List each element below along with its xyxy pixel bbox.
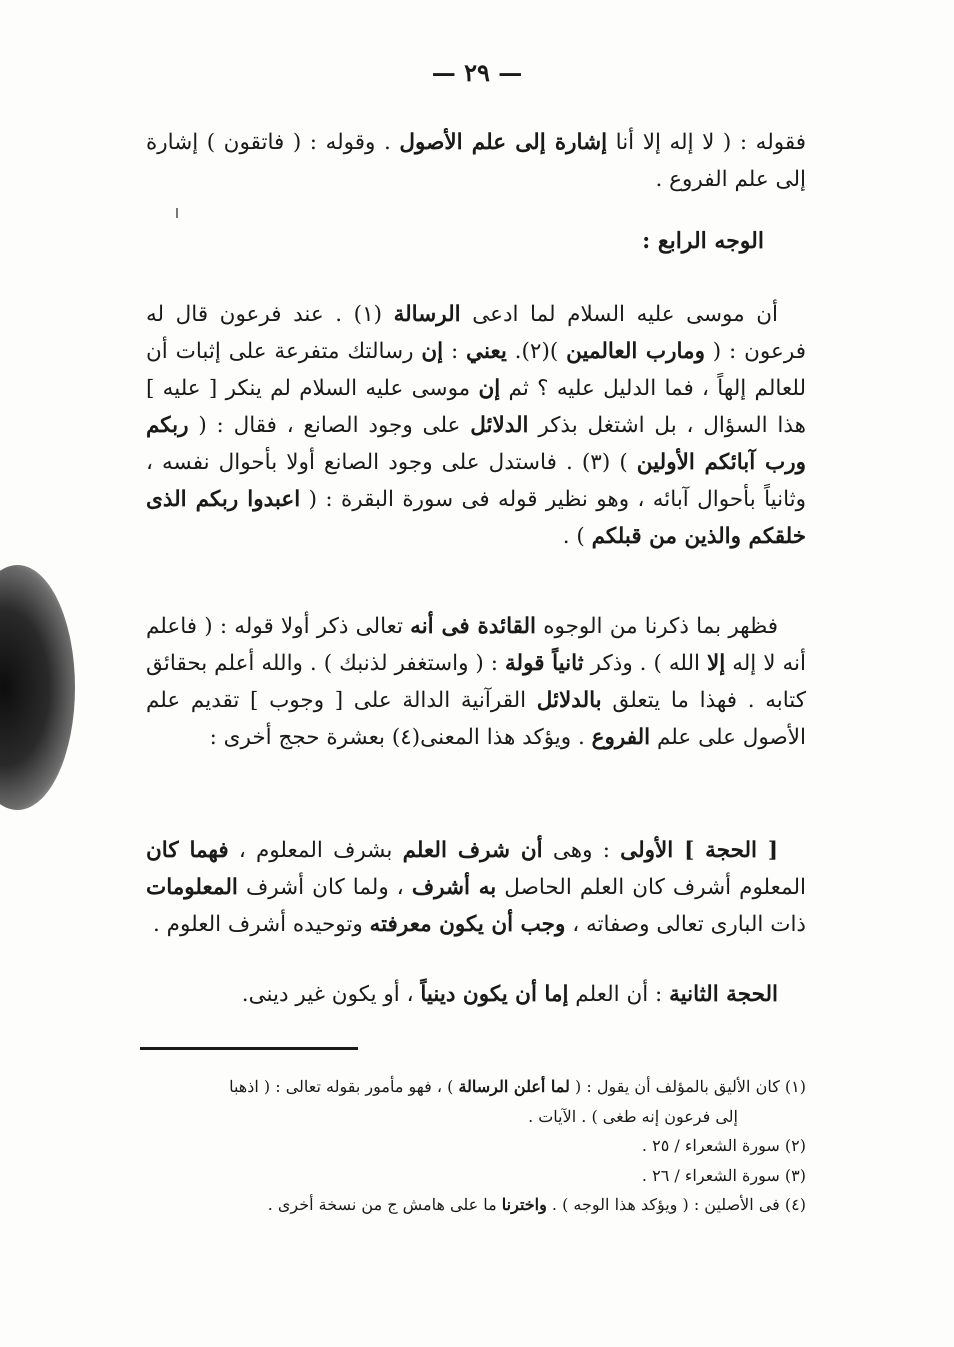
page-number: — ٢٩ —	[431, 58, 523, 87]
p2-bold: الفروع	[591, 725, 651, 750]
p1-text: (١) . عند فرعون قال له فرعون : (	[146, 302, 806, 364]
fn1-text: ) ، فهو مأمور بقوله تعالى : ( اذهبا	[229, 1077, 459, 1096]
p2-bold: القائدة فى أنه	[410, 614, 537, 639]
p2-bold: إلا	[707, 651, 726, 676]
footnote-1	[146, 1072, 806, 1102]
p1-bold: إن	[421, 339, 444, 364]
p2-bold: ثانياً قولة	[505, 651, 584, 676]
p2-text: . ويؤكد هذا المعنى(٤) بعشرة حجج أخرى :	[209, 725, 592, 750]
footnote-4	[146, 1190, 806, 1220]
p1-bold: يعني	[466, 339, 507, 364]
footnote-divider	[140, 1047, 358, 1050]
p1-text: رسالتك متفرعة على إثبات أن للعالم إلهاً ، فما الدليل عليه ؟ ثم	[146, 339, 806, 401]
p3-text: ذات البارى تعالى وصفاته ،	[565, 912, 806, 937]
fn4-text: (٤) فى الأصلين : ( ويؤكد هذا الوجه ) .	[546, 1195, 806, 1214]
fn1-text: (١) كان الأليق بالمؤلف أن يقول : (	[569, 1077, 806, 1096]
p1-bold: الرسالة	[393, 302, 461, 327]
p3-bold: [ الحجة ] الأولى	[620, 838, 779, 863]
footnote-2: (٢) سورة الشعراء / ٢٥ .	[641, 1136, 806, 1155]
footnotes	[146, 1072, 806, 1220]
p1-text: موسى عليه السلام لم ينكر [ عليه ] هذا السؤال ، بل اشتغل بذكر	[146, 376, 807, 438]
p3-bold: أن شرف العلم	[402, 838, 543, 863]
p1-text: ) (٣) . فاستدل على وجود الصانع أولا بأحوال نفسه ، وثانياً بأحوال آبائه ، وهو نظير قوله فى سورة البقرة : (	[146, 450, 807, 512]
fn4-bold: واخترنا	[501, 1195, 547, 1214]
p3-text: ، ولما كان أشرف	[237, 875, 412, 900]
fn1-bold: لما أعلن الرسالة	[458, 1077, 570, 1096]
intro-bold-usul: إشارة إلى علم الأصول	[399, 130, 608, 155]
p4-text: ، أو يكون غير دينى.	[241, 982, 421, 1007]
p1-bold: الدلائل	[470, 413, 529, 438]
p2-text: تعالى ذكر أولا قوله : ( فاعلم أنه لا إله	[146, 614, 806, 676]
p2-text: فظهر بما ذكرنا من الوجوه	[536, 614, 779, 639]
p3-bold: فهما كان	[146, 838, 229, 863]
p1-text: )(٢).	[506, 339, 567, 364]
p3-text: : وهى	[542, 838, 621, 863]
p1-text: أن موسى عليه السلام لما ادعى	[460, 302, 778, 327]
paragraph-conclusion	[146, 608, 806, 756]
paragraph-second-argument	[146, 976, 806, 1013]
p3-bold: به أشرف	[411, 875, 497, 900]
p1-bold: ومارب العالمين	[566, 339, 705, 364]
p1-bold: اعبدوا ربكم الذى خلقكم والذين من قبلكم	[146, 487, 806, 549]
intro-paragraph	[146, 124, 806, 198]
p2-bold: بالدلائل	[536, 688, 602, 713]
p3-text: المعلوم أشرف كان العلم الحاصل	[496, 875, 807, 900]
intro-text-2: . وقوله : ( فاتقون )	[198, 130, 400, 155]
p3-text: وتوحيده أشرف العلوم .	[153, 912, 370, 937]
scan-speck	[176, 208, 178, 218]
scan-edge-shadow	[0, 565, 75, 810]
p3-bold: وجب أن يكون معرفته	[369, 912, 566, 937]
p2-text: الله ) . وذكر	[583, 651, 707, 676]
p4-text: : أن العلم	[568, 982, 670, 1007]
p4-bold: الحجة الثانية	[669, 982, 778, 1007]
p2-text: : ( واستغفر لذنبك ) . والله أعلم بحقائق كتابه . فهذا ما يتعلق	[146, 651, 806, 713]
p3-text: بشرف المعلوم ،	[228, 838, 403, 863]
footnote-1-continuation: إلى فرعون إنه طغى ) . الآيات .	[528, 1106, 738, 1126]
footnote-3: (٣) سورة الشعراء / ٢٦ .	[641, 1165, 806, 1185]
p1-text: ) .	[562, 524, 592, 549]
intro-text: فقوله : ( لا إله إلا أنا	[607, 130, 807, 155]
p3-bold: المعلومات	[146, 875, 238, 900]
paragraph-fourth-aspect	[146, 296, 806, 555]
p1-bold: ربكم ورب آبائكم الأولين	[146, 413, 806, 475]
p1-text: على وجود الصانع ، فقال : (	[188, 413, 471, 438]
fn4-text: ما على هامش ج من نسخة أخرى .	[267, 1195, 502, 1214]
intro-text-3: إشارة إلى علم الفروع .	[146, 130, 806, 192]
section-heading: الوجه الرابع :	[642, 228, 764, 254]
p1-text: :	[443, 339, 467, 364]
paragraph-first-argument	[146, 832, 806, 943]
p1-bold: إن	[478, 376, 501, 401]
p4-bold: إما أن يكون دينياً	[420, 982, 569, 1007]
p2-text: القرآنية الدالة على [ وجوب ] تقديم علم الأصول على علم	[146, 688, 806, 750]
